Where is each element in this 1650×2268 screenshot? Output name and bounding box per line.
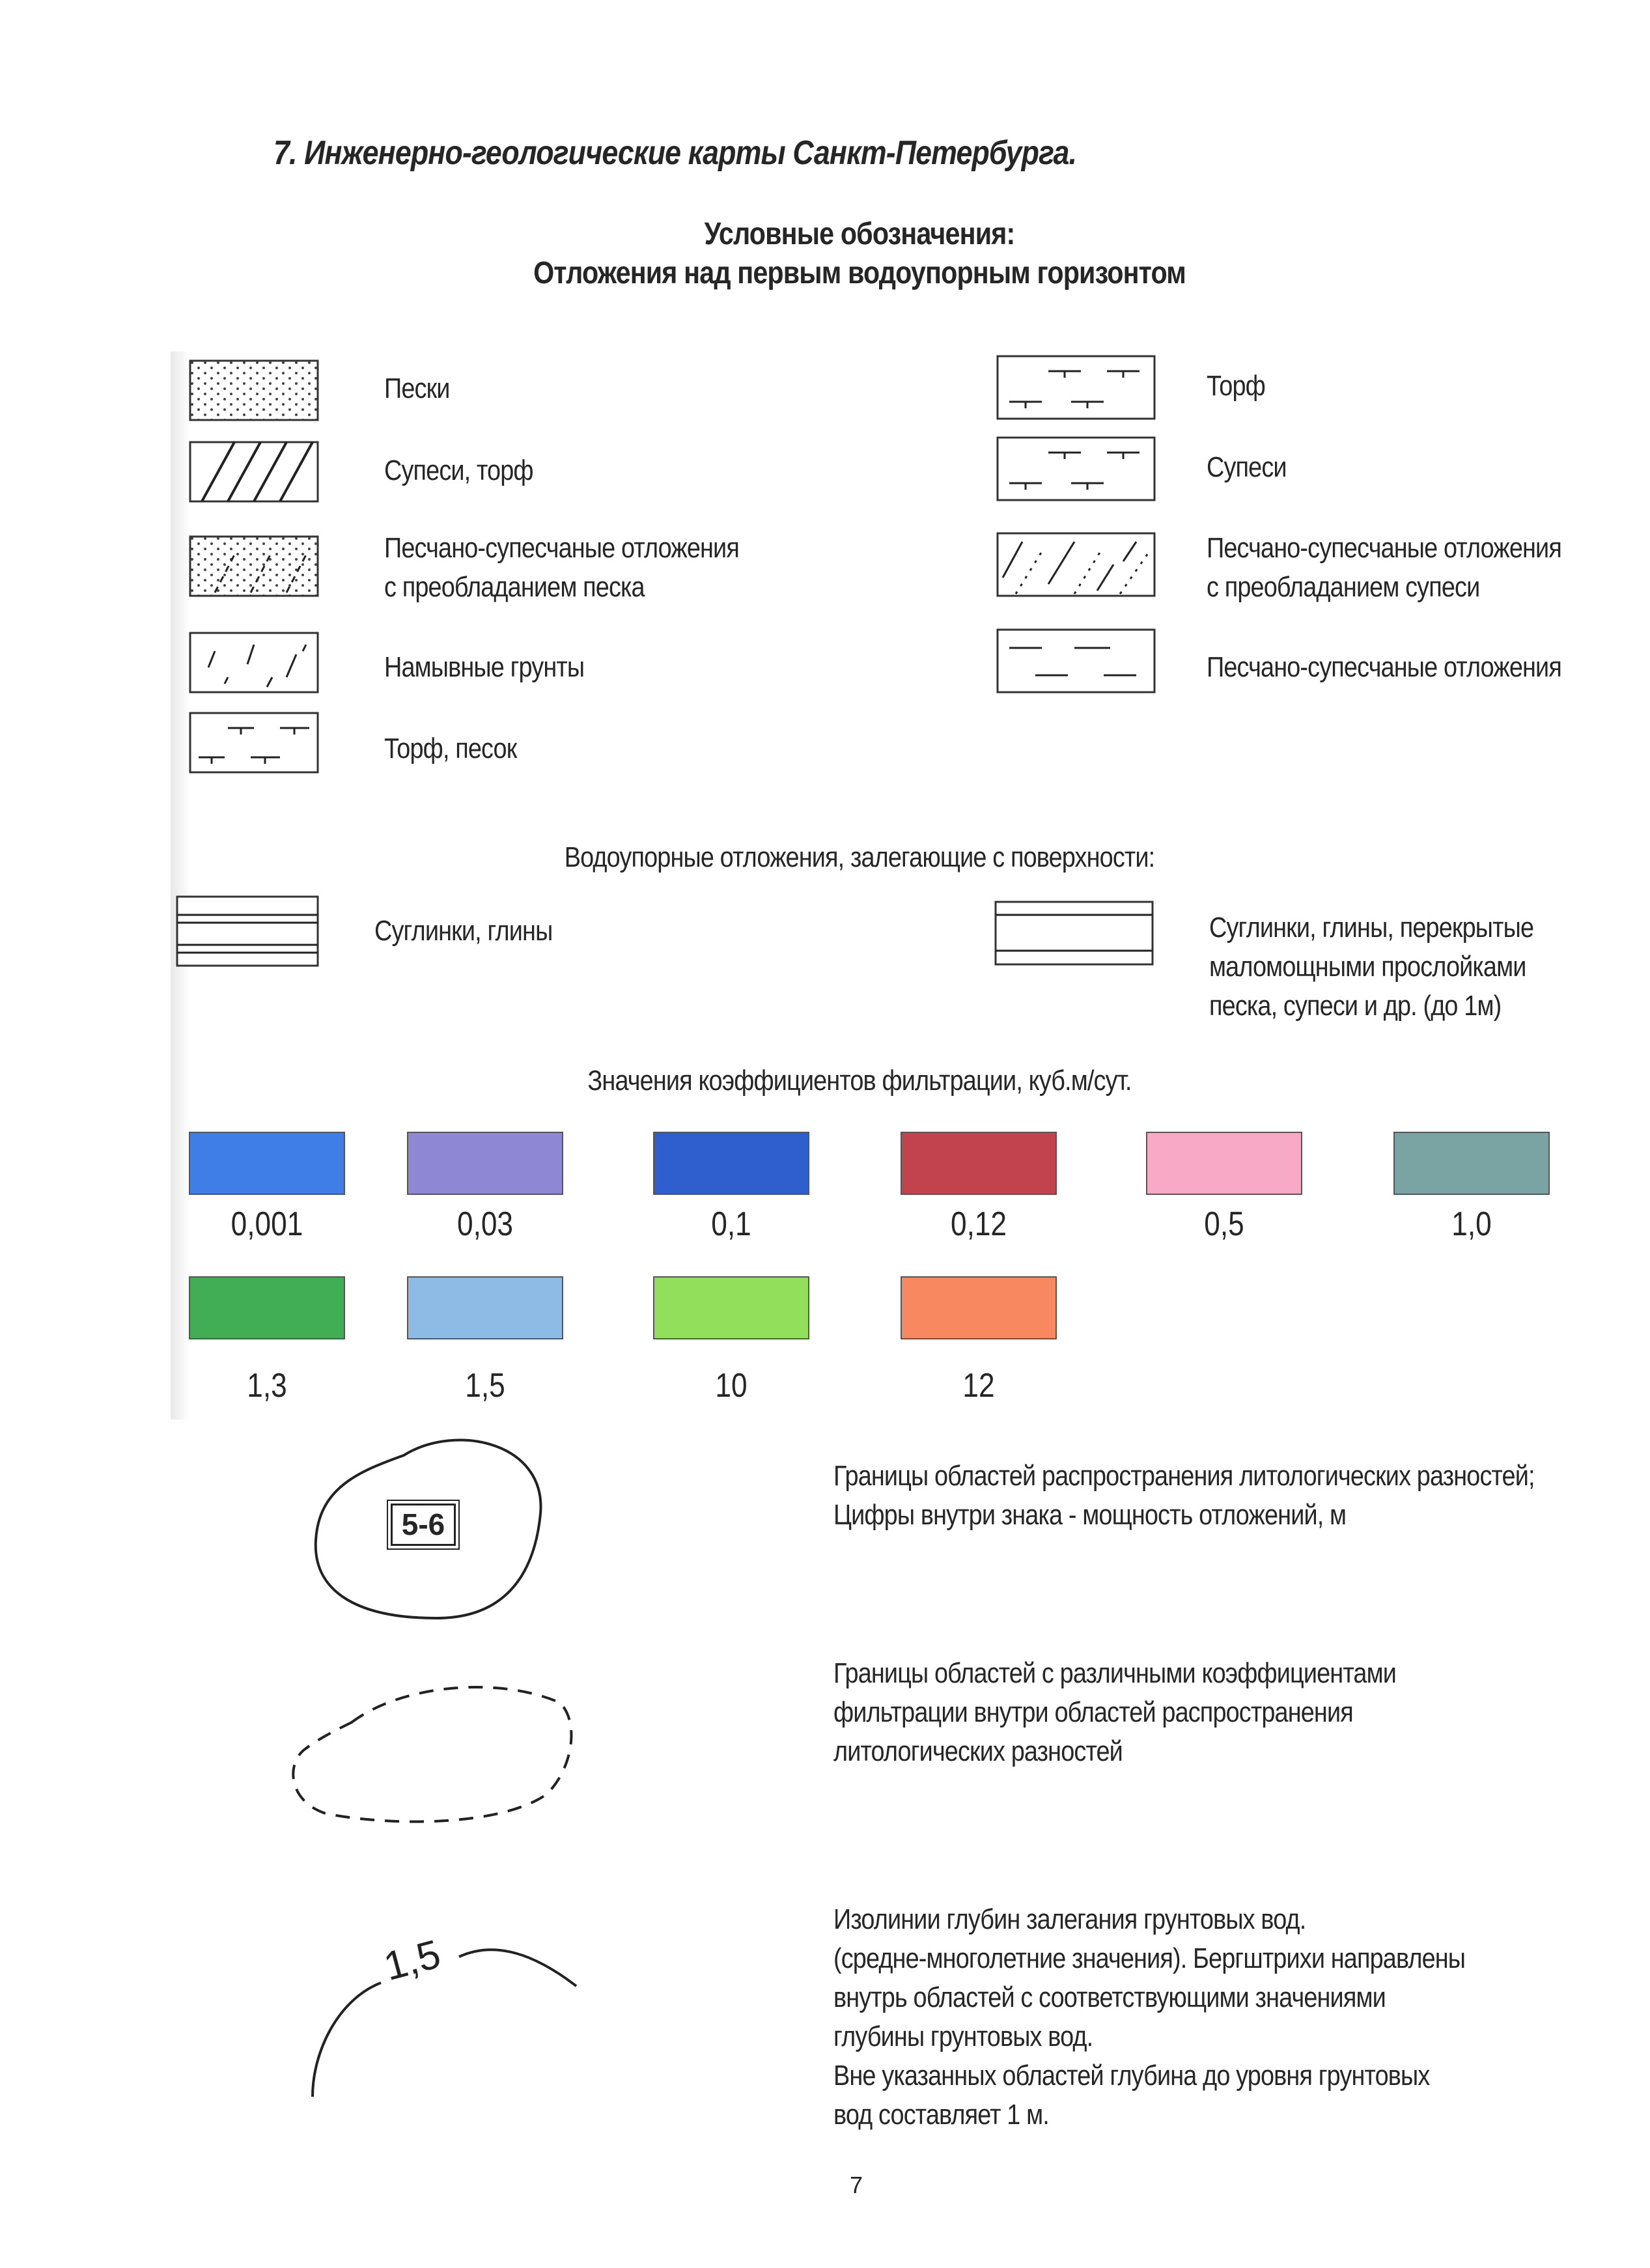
label-peat-sand: Торф, песок	[384, 733, 517, 764]
label-sandy-loam: Супеси	[1207, 451, 1287, 483]
filtration-swatch	[901, 1276, 1057, 1339]
label-loam-dominant: Песчано-супесчаные отложения с преобладанием супеси	[1207, 532, 1561, 603]
boundary-text: Границы областей распространения литологических разностей; Цифры внутри знака - мощность отложений, м	[833, 1460, 1535, 1531]
filtration-swatch	[653, 1132, 809, 1195]
label-clay: Суглинки, глины	[374, 915, 553, 947]
pattern-swatch-clay	[176, 895, 319, 967]
pattern-swatch-sands	[189, 359, 319, 421]
filtration-value: 1,3	[247, 1367, 287, 1405]
filtration-swatch	[901, 1132, 1057, 1195]
isoline-symbol	[300, 1921, 599, 2103]
isoline-arc-left-icon	[313, 1983, 381, 2097]
isoline-text: Изолинии глубин залегания грунтовых вод. (средне-многолетние значения). Бергштрихи направлены внутрь областей с соответствующими значениями глубины грунтовых вод. Вне указанных областей глубина до уровня грунтовых вод составляет 1 м.	[833, 1903, 1466, 2131]
filtration-value: 1,5	[465, 1367, 505, 1405]
filtration-value: 0,5	[1204, 1205, 1244, 1243]
pattern-swatch-sand-loam	[996, 628, 1156, 693]
dashed-boundary-text: Границы областей с различными коэффициентами фильтрации внутри областей распространения литологических разностей	[833, 1657, 1397, 1767]
filtration-value: 12	[962, 1367, 995, 1405]
pattern-swatch-peat	[996, 355, 1156, 420]
filtration-swatch	[189, 1276, 345, 1339]
label-clay-interlayered: Суглинки, глины, перекрытые маломощными прослойками песка, супеси и др. (до 1м)	[1209, 912, 1534, 1022]
filtration-heading: Значения коэффициентов фильтрации, куб.м/сут.	[587, 1065, 1132, 1097]
pattern-swatch-peat-sand	[189, 712, 319, 774]
thickness-badge: 5-6	[391, 1504, 456, 1546]
filtration-swatch	[1146, 1132, 1302, 1195]
label-peat: Торф	[1207, 370, 1265, 402]
filtration-value: 0,001	[231, 1205, 303, 1243]
pattern-swatch-clay-interlayered	[994, 901, 1154, 966]
filtration-swatch	[1393, 1132, 1550, 1195]
label-sandy-loam-peat: Супеси, торф	[384, 455, 533, 486]
filtration-swatch	[189, 1132, 345, 1195]
page-number: 7	[849, 2172, 863, 2198]
label-sands: Пески	[384, 372, 450, 404]
pattern-swatch-sandy-loam-peat	[189, 441, 319, 503]
legend-heading: Условные обозначения:	[704, 217, 1015, 251]
label-sand-dominant: Песчано-супесчаные отложения с преобладанием песка	[384, 532, 739, 603]
label-sand-loam-deposits: Песчано-супесчаные отложения	[1207, 651, 1561, 683]
scan-shadow	[171, 352, 190, 1420]
filtration-swatch	[653, 1276, 809, 1339]
pattern-swatch-alluvial	[189, 632, 319, 693]
pattern-swatch-sand-dominant	[189, 535, 319, 597]
filtration-value: 1,0	[1451, 1205, 1492, 1243]
isoline-value: 1,5	[379, 1931, 445, 1990]
filtration-value: 0,03	[456, 1205, 514, 1243]
legend-subheading: Отложения над первым водоупорным горизонтом	[533, 256, 1186, 290]
isoline-arc-right-icon	[459, 1950, 576, 1986]
filtration-value: 10	[715, 1367, 748, 1405]
pattern-swatch-sandy-loam	[996, 436, 1156, 501]
filtration-value: 0,12	[950, 1205, 1007, 1243]
filtration-value: 0,1	[711, 1205, 751, 1243]
dashed-boundary-symbol	[287, 1664, 573, 1833]
label-alluvial: Намывные грунты	[384, 651, 585, 683]
aquitard-heading: Водоупорные отложения, залегающие с поверхности:	[564, 841, 1155, 873]
dashed-outline-icon	[293, 1687, 571, 1821]
pattern-swatch-loam-dominant	[996, 532, 1156, 597]
filtration-swatch	[407, 1276, 563, 1339]
page-title: 7. Инженерно-геологические карты Санкт-Петербурга.	[273, 134, 1077, 172]
filtration-swatch	[407, 1132, 563, 1195]
